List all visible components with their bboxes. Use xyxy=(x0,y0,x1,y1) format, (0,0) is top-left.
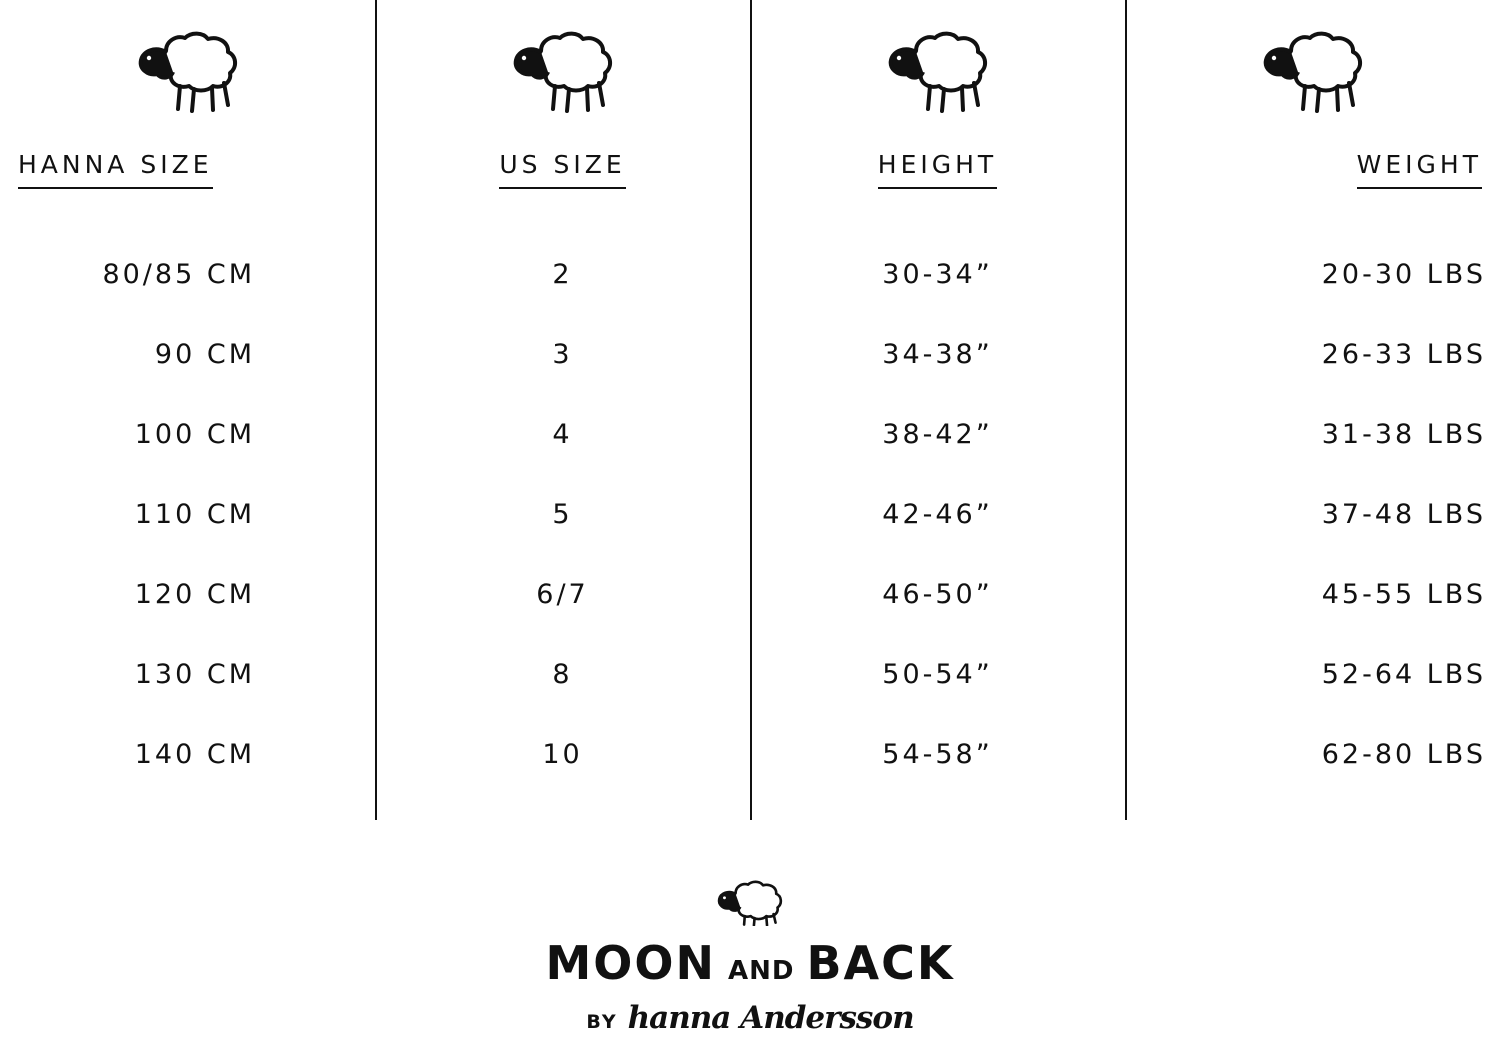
column-header-height: HEIGHT xyxy=(878,150,997,189)
table-column-weight xyxy=(1125,0,1500,830)
table-cell: 54-58” xyxy=(882,739,993,770)
column-cells-height xyxy=(750,235,1125,795)
brand-word-moon: MOON xyxy=(545,936,716,990)
brand-word-back: BACK xyxy=(806,936,955,990)
table-cell: 38-42” xyxy=(882,419,993,450)
table-cell: 42-46” xyxy=(882,499,993,530)
column-header-weight: WEIGHT xyxy=(1357,150,1482,189)
table-cell: 31-38 LBS xyxy=(1321,419,1486,450)
table-cell: 50-54” xyxy=(882,659,993,690)
table-cell: 5 xyxy=(552,499,573,530)
brand-byline xyxy=(586,1000,913,1036)
table-cell: 46-50” xyxy=(882,579,993,610)
table-column-hanna-size xyxy=(0,0,375,830)
column-cells-us-size xyxy=(375,235,750,795)
column-cells-weight xyxy=(1125,235,1500,795)
brand-word-and: AND xyxy=(727,956,795,986)
sheep-icon xyxy=(0,14,375,134)
table-cell: 20-30 LBS xyxy=(1321,259,1486,290)
byline-by-label: BY xyxy=(586,1011,618,1033)
sheep-icon xyxy=(1125,14,1500,134)
table-cell: 26-33 LBS xyxy=(1321,339,1486,370)
table-cell: 80/85 CM xyxy=(102,259,255,290)
column-cells-hanna-size xyxy=(0,235,375,795)
table-cell: 120 CM xyxy=(134,579,255,610)
table-cell: 52-64 LBS xyxy=(1321,659,1486,690)
table-cell: 30-34” xyxy=(882,259,993,290)
table-cell: 130 CM xyxy=(134,659,255,690)
brand-footer xyxy=(0,880,1500,1036)
table-cell: 4 xyxy=(552,419,573,450)
table-cell: 100 CM xyxy=(134,419,255,450)
brand-wordmark xyxy=(545,936,954,990)
table-cell: 8 xyxy=(552,659,573,690)
table-cell: 37-48 LBS xyxy=(1321,499,1486,530)
table-cell: 90 CM xyxy=(154,339,255,370)
table-cell: 45-55 LBS xyxy=(1321,579,1486,610)
sheep-icon xyxy=(750,14,1125,134)
table-cell: 6/7 xyxy=(536,579,589,610)
table-cell: 2 xyxy=(552,259,573,290)
table-cell: 10 xyxy=(542,739,583,770)
sheep-icon xyxy=(375,14,750,134)
column-header-hanna-size: HANNA SIZE xyxy=(18,150,213,189)
sheep-icon xyxy=(714,880,786,930)
table-cell: 62-80 LBS xyxy=(1321,739,1486,770)
table-column-us-size xyxy=(375,0,750,830)
table-cell: 34-38” xyxy=(882,339,993,370)
column-header-us-size: US SIZE xyxy=(499,150,625,189)
byline-brand-script: hanna Andersson xyxy=(627,1000,914,1036)
table-cell: 110 CM xyxy=(134,499,255,530)
table-column-height xyxy=(750,0,1125,830)
table-cell: 140 CM xyxy=(134,739,255,770)
table-cell: 3 xyxy=(552,339,573,370)
